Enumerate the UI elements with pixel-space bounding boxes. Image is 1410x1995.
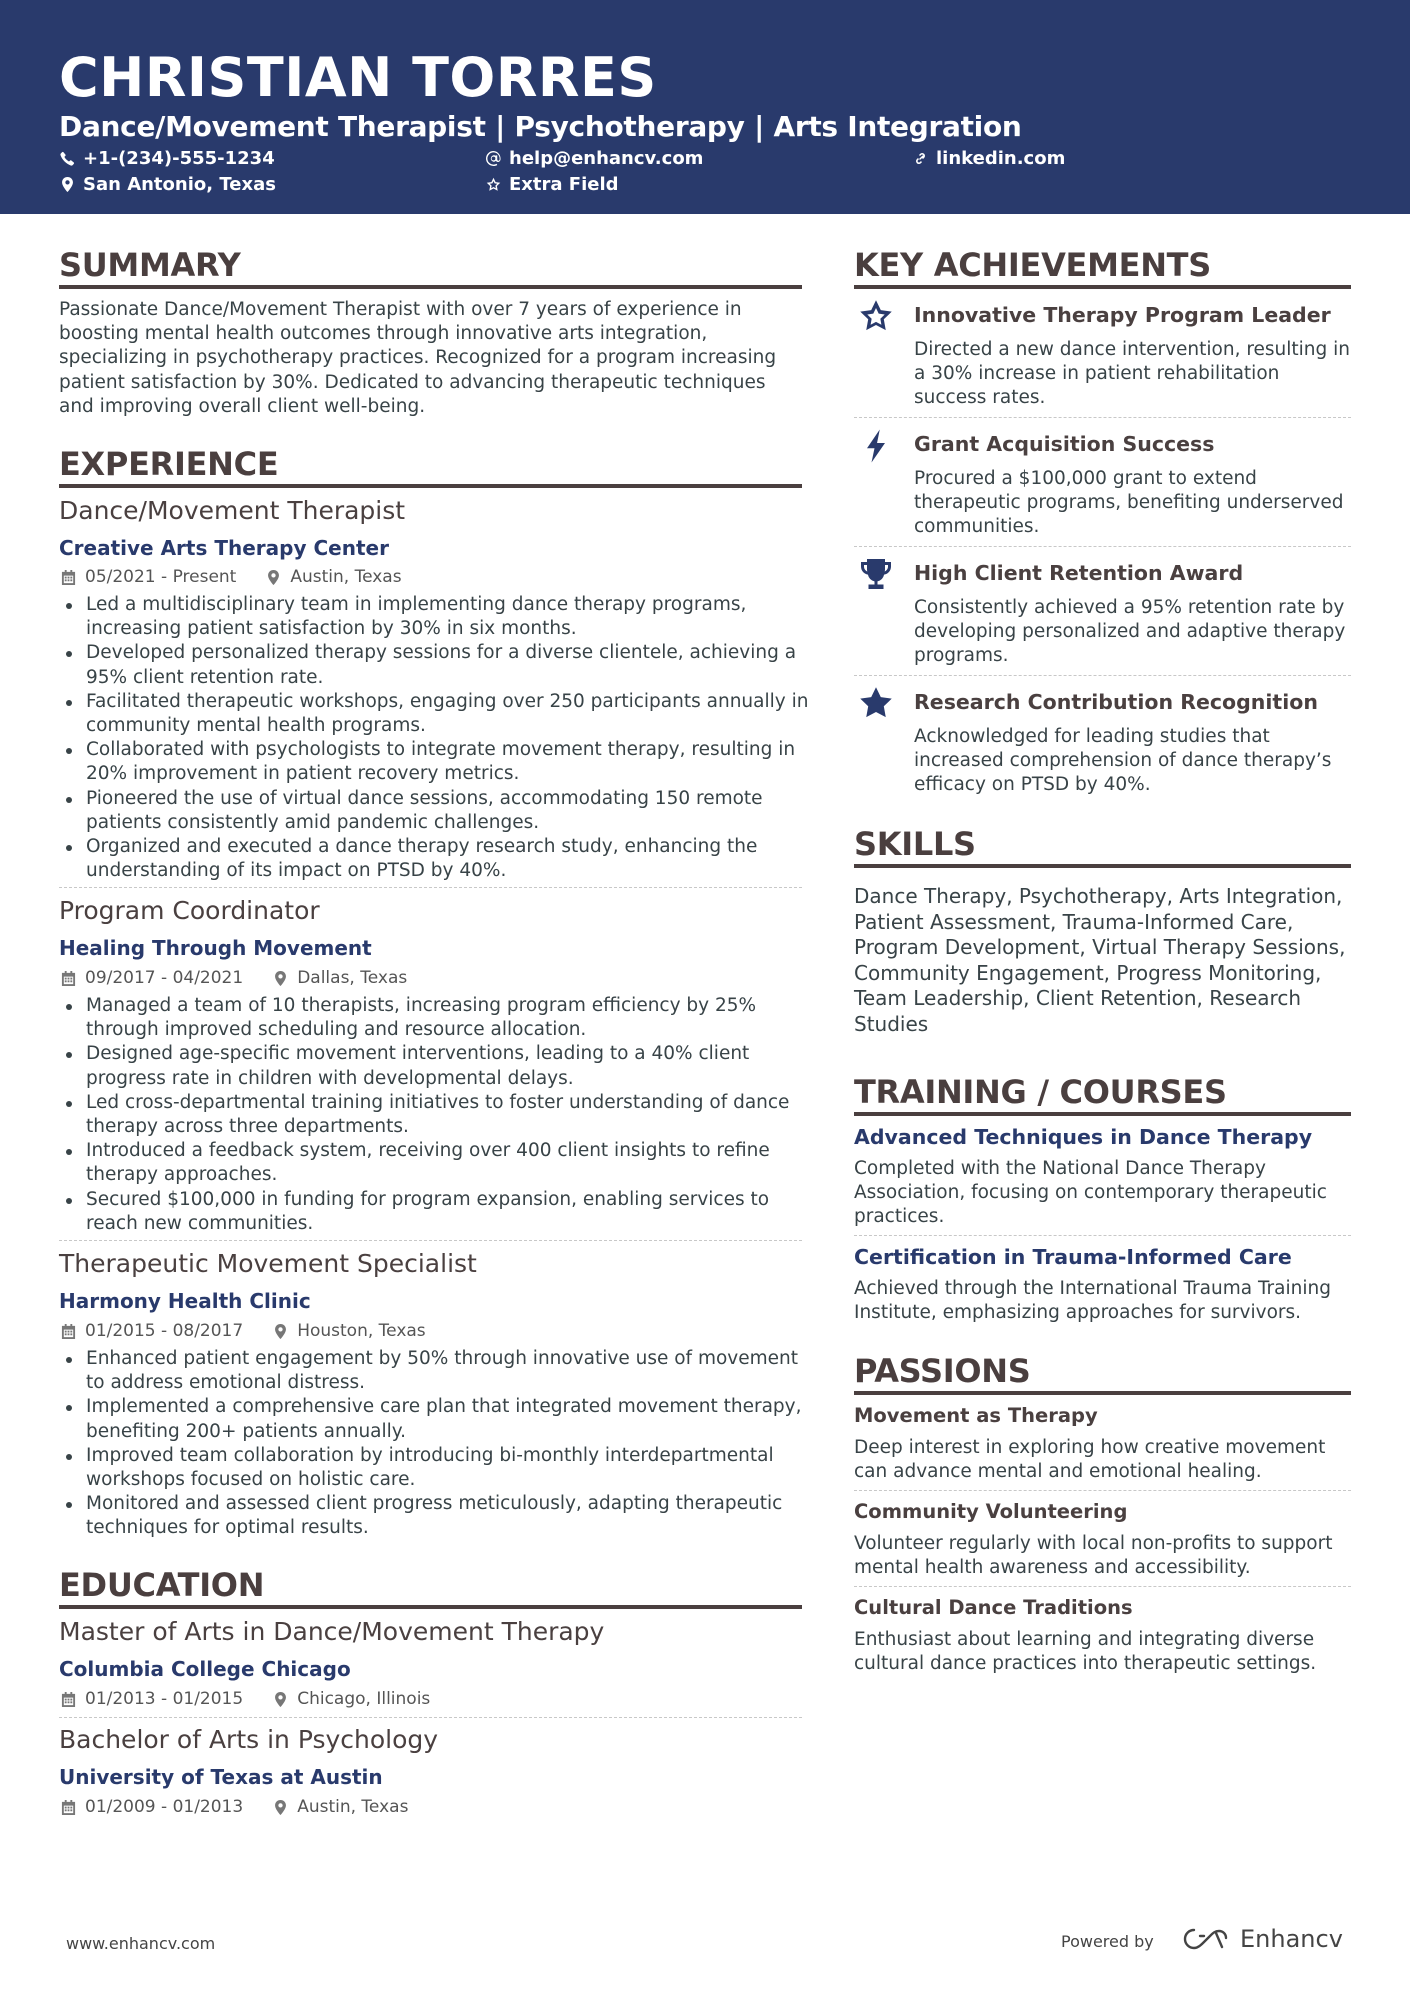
job-bullet: Managed a team of 10 therapists, increasing program efficiency by 25% through improved scheduling and resource allocation.: [59, 994, 809, 1042]
achievement-text: Directed a new dance intervention, resulting in a 30% increase in patient rehabilitation success rates.: [914, 339, 1351, 409]
job-location: Dallas, Texas: [297, 968, 408, 988]
job-company: Harmony Health Clinic: [59, 1289, 311, 1313]
passions-rule: [854, 1391, 1351, 1395]
education-dates: 01/2013 - 01/2015: [85, 1689, 244, 1709]
passion-text: Volunteer regularly with local non-profits to support mental health awareness and accessibility.: [854, 1533, 1333, 1579]
calendar-icon: [61, 1800, 76, 1815]
star-filled-icon: [858, 685, 894, 721]
divider: [854, 546, 1351, 547]
summary-heading: SUMMARY: [59, 246, 241, 284]
at-icon: [486, 151, 501, 166]
education-degree: Bachelor of Arts in Psychology: [59, 1725, 439, 1754]
training-heading: TRAINING / COURSES: [854, 1073, 1227, 1111]
education-location-wrap: [273, 1797, 408, 1817]
contact-location: [60, 174, 276, 195]
brand-logo[interactable]: [1180, 1924, 1343, 1954]
candidate-name: CHRISTIAN TORRES: [59, 46, 657, 109]
education-school: Columbia College Chicago: [59, 1657, 351, 1681]
location-pin-icon: [273, 971, 288, 986]
divider: [854, 417, 1351, 418]
brand-name: Enhancv: [1240, 1925, 1343, 1953]
divider: [854, 1235, 1351, 1236]
job-bullet: Collaborated with psychologists to integrate movement therapy, resulting in 20% improvement in patient recovery metrics.: [59, 738, 809, 786]
job-bullets: [59, 1347, 809, 1541]
star-outline-icon: [486, 177, 501, 192]
job-dates: 09/2017 - 04/2021: [85, 968, 244, 988]
education-location: Chicago, Illinois: [297, 1689, 431, 1709]
job-title: Therapeutic Movement Specialist: [59, 1249, 477, 1278]
achievement-title: Grant Acquisition Success: [914, 432, 1215, 456]
job-bullet: Secured $100,000 in funding for program expansion, enabling services to reach new communities.: [59, 1188, 809, 1236]
education-rule: [59, 1605, 802, 1609]
job-bullets: [59, 994, 809, 1236]
training-rule: [854, 1112, 1351, 1116]
lightning-icon: [858, 428, 894, 464]
achievement-title: Research Contribution Recognition: [914, 690, 1318, 714]
contact-email-text: help@enhancv.com: [509, 148, 704, 169]
passion-title: Community Volunteering: [854, 1500, 1128, 1523]
job-bullet: Monitored and assessed client progress meticulously, adapting therapeutic techniques for optimal results.: [59, 1492, 809, 1540]
trophy-icon: [858, 556, 894, 592]
divider: [59, 1717, 802, 1718]
calendar-icon: [61, 1692, 76, 1707]
contact-location-text: San Antonio, Texas: [83, 174, 276, 195]
job-location-wrap: [266, 567, 401, 587]
achievements-rule: [854, 285, 1351, 289]
location-pin-icon: [60, 177, 75, 192]
achievement-title: High Client Retention Award: [914, 561, 1244, 585]
job-bullet: Led cross-departmental training initiatives to foster understanding of dance therapy across three departments.: [59, 1091, 809, 1139]
footer-powered-by: Powered by: [1061, 1932, 1154, 1951]
education-dates: 01/2009 - 01/2013: [85, 1797, 244, 1817]
contact-extra: [486, 174, 619, 195]
experience-rule: [59, 484, 802, 488]
job-bullet: Introduced a feedback system, receiving over 400 client insights to refine therapy approaches.: [59, 1139, 809, 1187]
job-title: Program Coordinator: [59, 896, 320, 925]
contact-extra-text: Extra Field: [509, 174, 619, 195]
job-bullet: Enhanced patient engagement by 50% through innovative use of movement to address emotional distress.: [59, 1347, 809, 1395]
job-title: Dance/Movement Therapist: [59, 496, 406, 525]
education-location: Austin, Texas: [297, 1797, 409, 1817]
contact-link[interactable]: [913, 148, 1065, 169]
skills-rule: [854, 864, 1351, 868]
job-bullet: Developed personalized therapy sessions for a diverse clientele, achieving a 95% client retention rate.: [59, 641, 809, 689]
achievement-text: Acknowledged for leading studies that increased comprehension of dance therapy’s efficacy on PTSD by 40%.: [914, 726, 1332, 796]
job-dates: 01/2015 - 08/2017: [85, 1321, 244, 1341]
summary-rule: [59, 285, 802, 289]
achievement-title: Innovative Therapy Program Leader: [914, 303, 1331, 327]
education-meta: [61, 1797, 408, 1817]
passion-text: Enthusiast about learning and integrating diverse cultural dance practices into therapeutic settings.: [854, 1629, 1317, 1675]
divider: [854, 1586, 1351, 1587]
location-pin-icon: [273, 1692, 288, 1707]
location-pin-icon: [266, 570, 281, 585]
education-location-wrap: [273, 1689, 430, 1709]
location-pin-icon: [273, 1324, 288, 1339]
job-location-wrap: [273, 968, 407, 988]
calendar-icon: [61, 971, 76, 986]
job-location-wrap: [273, 1321, 425, 1341]
job-bullet: Implemented a comprehensive care plan that integrated movement therapy, benefiting 200+ patients annually.: [59, 1395, 809, 1443]
job-company: Creative Arts Therapy Center: [59, 536, 389, 560]
job-bullet: Organized and executed a dance therapy research study, enhancing the understanding of its impact on PTSD by 40%.: [59, 835, 809, 883]
job-bullet: Pioneered the use of virtual dance sessions, accommodating 150 remote patients consistently amid pandemic challenges.: [59, 787, 809, 835]
course-text: Achieved through the International Trauma Training Institute, emphasizing approaches for survivors.: [854, 1278, 1331, 1324]
enhancv-logo-icon: [1180, 1924, 1234, 1954]
education-degree: Master of Arts in Dance/Movement Therapy: [59, 1617, 605, 1646]
job-company: Healing Through Movement: [59, 936, 372, 960]
job-meta: [61, 968, 407, 988]
divider: [854, 675, 1351, 676]
divider: [854, 1490, 1351, 1491]
job-dates: 05/2021 - Present: [85, 567, 237, 587]
job-bullet: Improved team collaboration by introducing bi-monthly interdepartmental workshops focused on holistic care.: [59, 1444, 809, 1492]
phone-icon: [60, 151, 75, 166]
contact-email[interactable]: [486, 148, 703, 169]
location-pin-icon: [273, 1800, 288, 1815]
skills-heading: SKILLS: [854, 825, 976, 863]
job-bullet: Facilitated therapeutic workshops, engaging over 250 participants annually in community mental health programs.: [59, 690, 809, 738]
summary-text: Passionate Dance/Movement Therapist with over 7 years of experience in boosting mental health outcomes through innovative arts integration, specializing in psychotherapy practices. Recognized for a program increasing patient satisfaction by 30%. Dedicated to advancing therapeutic techniques and improving overall client well-being.: [59, 299, 777, 417]
calendar-icon: [61, 570, 76, 585]
education-meta: [61, 1689, 430, 1709]
contact-phone[interactable]: [60, 148, 275, 169]
job-location: Houston, Texas: [297, 1321, 426, 1341]
course-text: Completed with the National Dance Therapy Association, focusing on contemporary therapeutic practices.: [854, 1158, 1327, 1228]
contact-link-text: linkedin.com: [936, 148, 1066, 169]
education-school: University of Texas at Austin: [59, 1765, 383, 1789]
job-meta: [61, 567, 402, 587]
experience-heading: EXPERIENCE: [59, 445, 279, 483]
divider: [59, 1240, 802, 1241]
job-meta: [61, 1321, 426, 1341]
contact-phone-text: +1-(234)-555-1234: [83, 148, 275, 169]
education-heading: EDUCATION: [59, 1566, 265, 1604]
resume-header: [0, 0, 1410, 214]
achievements-heading: KEY ACHIEVEMENTS: [854, 246, 1211, 284]
passions-heading: PASSIONS: [854, 1352, 1031, 1390]
achievement-text: Consistently achieved a 95% retention rate by developing personalized and adaptive therapy programs.: [914, 597, 1346, 667]
passion-title: Movement as Therapy: [854, 1404, 1098, 1427]
star-outline-icon: [858, 298, 894, 334]
course-title: Certification in Trauma-Informed Care: [854, 1245, 1292, 1269]
job-bullets: [59, 593, 809, 883]
divider: [59, 887, 802, 888]
candidate-tagline: Dance/Movement Therapist | Psychotherapy | Arts Integration: [59, 110, 1022, 143]
link-icon: [913, 151, 928, 166]
passion-title: Cultural Dance Traditions: [854, 1596, 1133, 1619]
passion-text: Deep interest in exploring how creative movement can advance mental and emotional healing.: [854, 1437, 1326, 1483]
course-title: Advanced Techniques in Dance Therapy: [854, 1125, 1313, 1149]
job-bullet: Designed age-specific movement interventions, leading to a 40% client progress rate in children with developmental delays.: [59, 1042, 809, 1090]
job-bullet: Led a multidisciplinary team in implementing dance therapy programs, increasing patient satisfaction by 30% in six months.: [59, 593, 809, 641]
footer-website[interactable]: www.enhancv.com: [66, 1934, 216, 1953]
skills-text: Dance Therapy, Psychotherapy, Arts Integration, Patient Assessment, Trauma-Informed Care, Program Development, Virtual Therapy Sessions, Community Engagement, Progress Monitoring, Team Leadership, Client Retention, Research Studies: [854, 884, 1346, 1036]
calendar-icon: [61, 1324, 76, 1339]
achievement-text: Procured a $100,000 grant to extend therapeutic programs, benefiting underserved communities.: [914, 468, 1344, 538]
job-location: Austin, Texas: [290, 567, 402, 587]
